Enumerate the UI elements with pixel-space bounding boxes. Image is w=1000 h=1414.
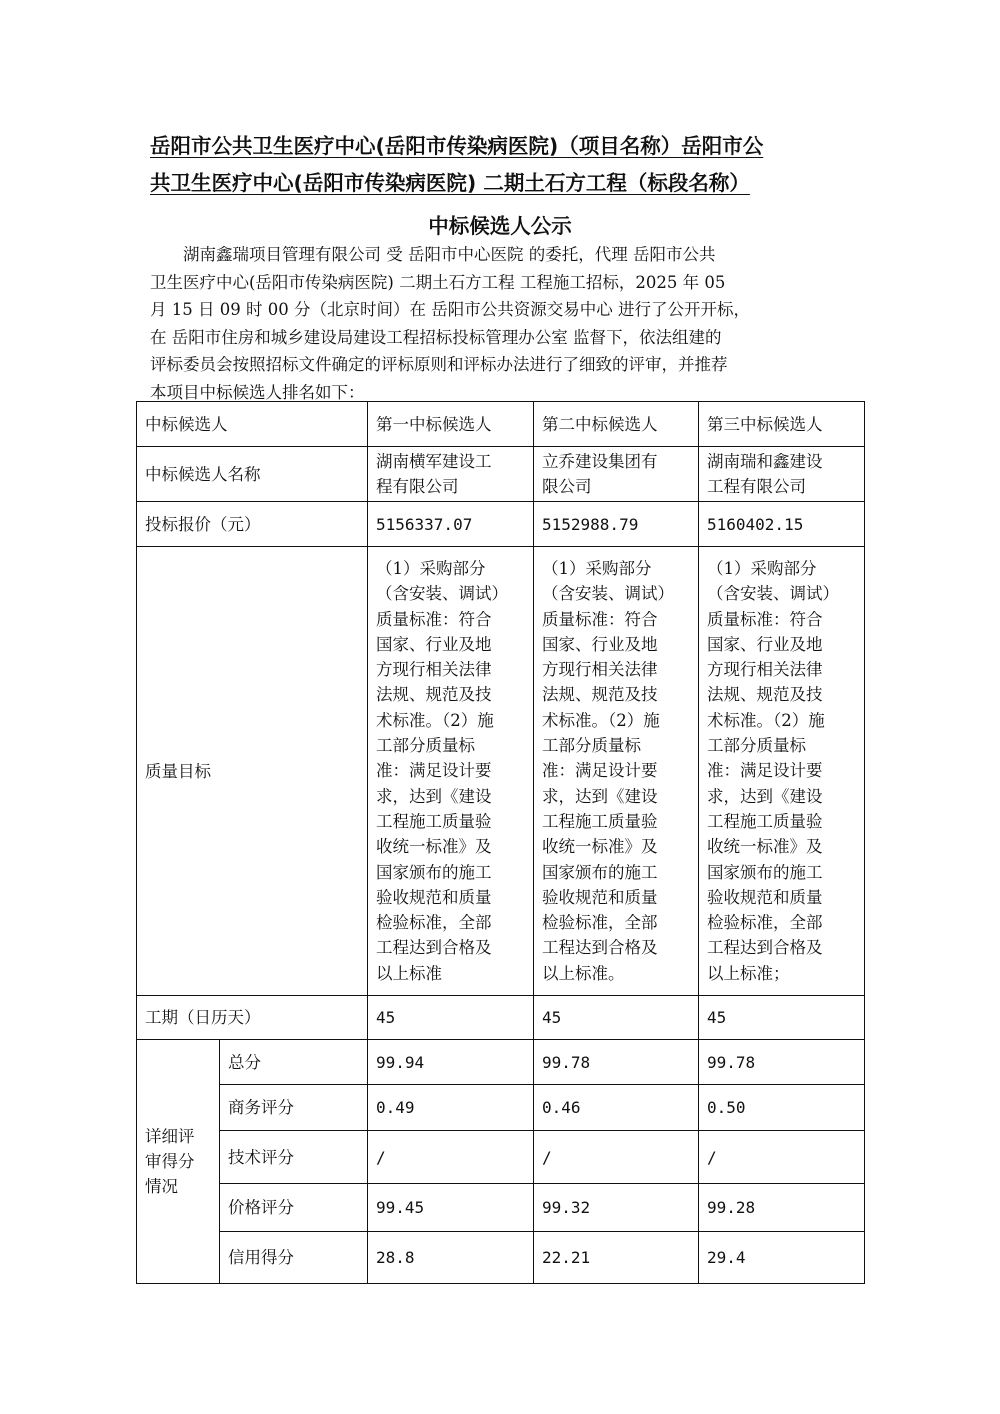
quality-text-line: 方现行相关法律 xyxy=(376,660,492,680)
quality-text-line: 求，达到《建设 xyxy=(707,786,823,806)
row-label-cell: 工期（日历天） xyxy=(137,996,368,1040)
header-first-cell: 第一中标候选人 xyxy=(368,402,534,447)
quality-text-line: 质量标准：符合 xyxy=(376,609,492,629)
candidate-name-line: 工程有限公司 xyxy=(707,477,806,496)
table-header-row xyxy=(137,402,865,447)
quality-text xyxy=(376,556,525,986)
table-row xyxy=(137,447,865,502)
quality-text-line: 工程施工质量验 xyxy=(707,811,823,831)
score-row xyxy=(137,1131,865,1184)
score-value-cell: 99.78 xyxy=(534,1040,699,1085)
quality-text-line: 验收规范和质量 xyxy=(376,887,492,907)
document-title xyxy=(150,128,860,202)
paragraph-line: 在 岳阳市住房和城乡建设局建设工程招标投标管理办公室 监督下，依法组建的 xyxy=(150,327,722,347)
quality-text-line: 检验标准，全部 xyxy=(542,913,658,933)
score-value-cell: 99.28 xyxy=(699,1184,865,1232)
quality-text-line: 法规、规范及技 xyxy=(542,685,658,705)
score-value-cell: 0.46 xyxy=(534,1085,699,1131)
quality-text-line: 方现行相关法律 xyxy=(542,660,658,680)
candidate-name-cell xyxy=(368,447,534,502)
quality-text-line: 验收规范和质量 xyxy=(707,887,823,907)
period-cell: 45 xyxy=(534,996,699,1040)
quality-text-line: 工程施工质量验 xyxy=(376,811,492,831)
score-value-cell: 99.32 xyxy=(534,1184,699,1232)
candidate-name-line: 立乔建设集团有 xyxy=(542,452,658,471)
title-line: 共卫生医疗中心(岳阳市传染病医院) 二期土石方工程（标段名称） xyxy=(150,171,750,195)
quality-text-line: 工程达到合格及 xyxy=(376,938,492,958)
row-label-cell: 投标报价（元） xyxy=(137,502,368,547)
quality-text-line: （含安装、调试） xyxy=(376,584,508,604)
score-value-cell: 0.49 xyxy=(368,1085,534,1131)
score-value-cell: 0.50 xyxy=(699,1085,865,1131)
score-row xyxy=(137,1232,865,1284)
quality-text-line: 术标准。（2）施 xyxy=(542,710,660,730)
header-label-cell: 中标候选人 xyxy=(137,402,368,447)
quality-text-line: 法规、规范及技 xyxy=(376,685,492,705)
quality-text-line: 国家、行业及地 xyxy=(376,634,492,654)
score-value-cell: 99.45 xyxy=(368,1184,534,1232)
quality-text-line: 工部分质量标 xyxy=(376,736,475,756)
period-cell: 45 xyxy=(368,996,534,1040)
row-label-cell: 质量目标 xyxy=(137,547,368,996)
score-value-cell: / xyxy=(368,1131,534,1184)
score-group-label-line: 详细评 xyxy=(145,1127,195,1146)
quality-text-line: 方现行相关法律 xyxy=(707,660,823,680)
score-label-cell: 信用得分 xyxy=(220,1232,368,1284)
quality-text-line: 求，达到《建设 xyxy=(542,786,658,806)
quality-text-line: 以上标准。 xyxy=(542,963,625,983)
quality-text-line: 检验标准，全部 xyxy=(376,913,492,933)
quality-text xyxy=(707,556,856,986)
score-value-cell: 22.21 xyxy=(534,1232,699,1284)
title-line: 岳阳市公共卫生医疗中心(岳阳市传染病医院)（项目名称）岳阳市公 xyxy=(150,134,764,158)
quality-text-line: 求，达到《建设 xyxy=(376,786,492,806)
quality-text-line: 检验标准，全部 xyxy=(707,913,823,933)
paragraph-line: 月 15 日 09 时 00 分（北京时间）在 岳阳市公共资源交易中心 进行了公开开标， xyxy=(150,300,750,319)
score-group-label-line: 情况 xyxy=(145,1177,178,1196)
quality-text-line: 以上标准 xyxy=(376,963,442,983)
paragraph-line: 本项目中标候选人排名如下： xyxy=(150,382,365,402)
quality-text-line: 工程达到合格及 xyxy=(707,938,823,958)
score-row xyxy=(137,1040,865,1085)
score-value-cell: 29.4 xyxy=(699,1232,865,1284)
candidate-name-line: 程有限公司 xyxy=(376,477,459,496)
paragraph-line: 评标委员会按照招标文件确定的评标原则和评标办法进行了细致的评审，并推荐 xyxy=(150,355,728,374)
quality-text-line: 工部分质量标 xyxy=(707,736,806,756)
quality-text-line: 工程达到合格及 xyxy=(542,938,658,958)
candidate-name-cell xyxy=(534,447,699,502)
document-subtitle: 中标候选人公示 xyxy=(428,214,572,238)
quality-text-line: 质量标准：符合 xyxy=(542,609,658,629)
quality-cell xyxy=(368,547,534,996)
candidate-name-line: 湖南横军建设工 xyxy=(376,452,492,471)
quality-text-line: 工部分质量标 xyxy=(542,736,641,756)
quality-text-line: 质量标准：符合 xyxy=(707,609,823,629)
candidate-name-cell xyxy=(699,447,865,502)
score-row xyxy=(137,1184,865,1232)
quality-text-line: 工程施工质量验 xyxy=(542,811,658,831)
score-group-label-line: 审得分 xyxy=(145,1152,195,1171)
candidate-name-line: 限公司 xyxy=(542,477,592,496)
score-value-cell: 99.78 xyxy=(699,1040,865,1085)
quality-text-line: 国家颁布的施工 xyxy=(707,862,823,882)
header-second-cell: 第二中标候选人 xyxy=(534,402,699,447)
quality-text-line: （1）采购部分 xyxy=(376,558,486,578)
intro-paragraph xyxy=(150,241,854,406)
quality-text-line: （含安装、调试） xyxy=(542,584,674,604)
quality-text-line: 以上标准； xyxy=(707,963,790,983)
bid-price-cell: 5152988.79 xyxy=(534,502,699,547)
quality-text-line: 验收规范和质量 xyxy=(542,887,658,907)
quality-text-line: 收统一标准》及 xyxy=(376,837,492,857)
quality-text-line: （1）采购部分 xyxy=(707,558,817,578)
score-label-cell: 商务评分 xyxy=(220,1085,368,1131)
quality-text-line: 术标准。（2）施 xyxy=(707,710,825,730)
table-row xyxy=(137,547,865,996)
quality-text-line: 国家、行业及地 xyxy=(542,634,658,654)
quality-text-line: 收统一标准》及 xyxy=(707,837,823,857)
period-cell: 45 xyxy=(699,996,865,1040)
quality-cell xyxy=(534,547,699,996)
quality-text-line: （1）采购部分 xyxy=(542,558,652,578)
score-label-cell: 价格评分 xyxy=(220,1184,368,1232)
candidates-table xyxy=(136,401,865,1284)
paragraph-line: 湖南鑫瑞项目管理有限公司 受 岳阳市中心医院 的委托，代理 岳阳市公共 xyxy=(183,245,716,264)
quality-text-line: 国家颁布的施工 xyxy=(376,862,492,882)
score-value-cell: / xyxy=(699,1131,865,1184)
bid-price-cell: 5156337.07 xyxy=(368,502,534,547)
bid-price-cell: 5160402.15 xyxy=(699,502,865,547)
score-value-cell: 99.94 xyxy=(368,1040,534,1085)
score-value-cell: 28.8 xyxy=(368,1232,534,1284)
score-row xyxy=(137,1085,865,1131)
table-row xyxy=(137,996,865,1040)
header-third-cell: 第三中标候选人 xyxy=(699,402,865,447)
quality-text-line: 术标准。（2）施 xyxy=(376,710,494,730)
score-label-cell: 总分 xyxy=(220,1040,368,1085)
quality-text-line: （含安装、调试） xyxy=(707,584,839,604)
quality-text-line: 收统一标准》及 xyxy=(542,837,658,857)
score-value-cell: / xyxy=(534,1131,699,1184)
quality-text-line: 国家颁布的施工 xyxy=(542,862,658,882)
paragraph-line: 卫生医疗中心(岳阳市传染病医院) 二期土石方工程 工程施工招标，2025 年 05 xyxy=(150,272,726,292)
quality-text xyxy=(542,556,690,986)
quality-text-line: 国家、行业及地 xyxy=(707,634,823,654)
candidate-name-line: 湖南瑞和鑫建设 xyxy=(707,452,823,471)
score-label-cell: 技术评分 xyxy=(220,1131,368,1184)
table-row xyxy=(137,502,865,547)
quality-cell xyxy=(699,547,865,996)
quality-text-line: 准：满足设计要 xyxy=(376,761,492,781)
score-group-label-cell xyxy=(137,1040,220,1284)
quality-text-line: 法规、规范及技 xyxy=(707,685,823,705)
row-label-cell: 中标候选人名称 xyxy=(137,447,368,502)
quality-text-line: 准：满足设计要 xyxy=(542,761,658,781)
quality-text-line: 准：满足设计要 xyxy=(707,761,823,781)
